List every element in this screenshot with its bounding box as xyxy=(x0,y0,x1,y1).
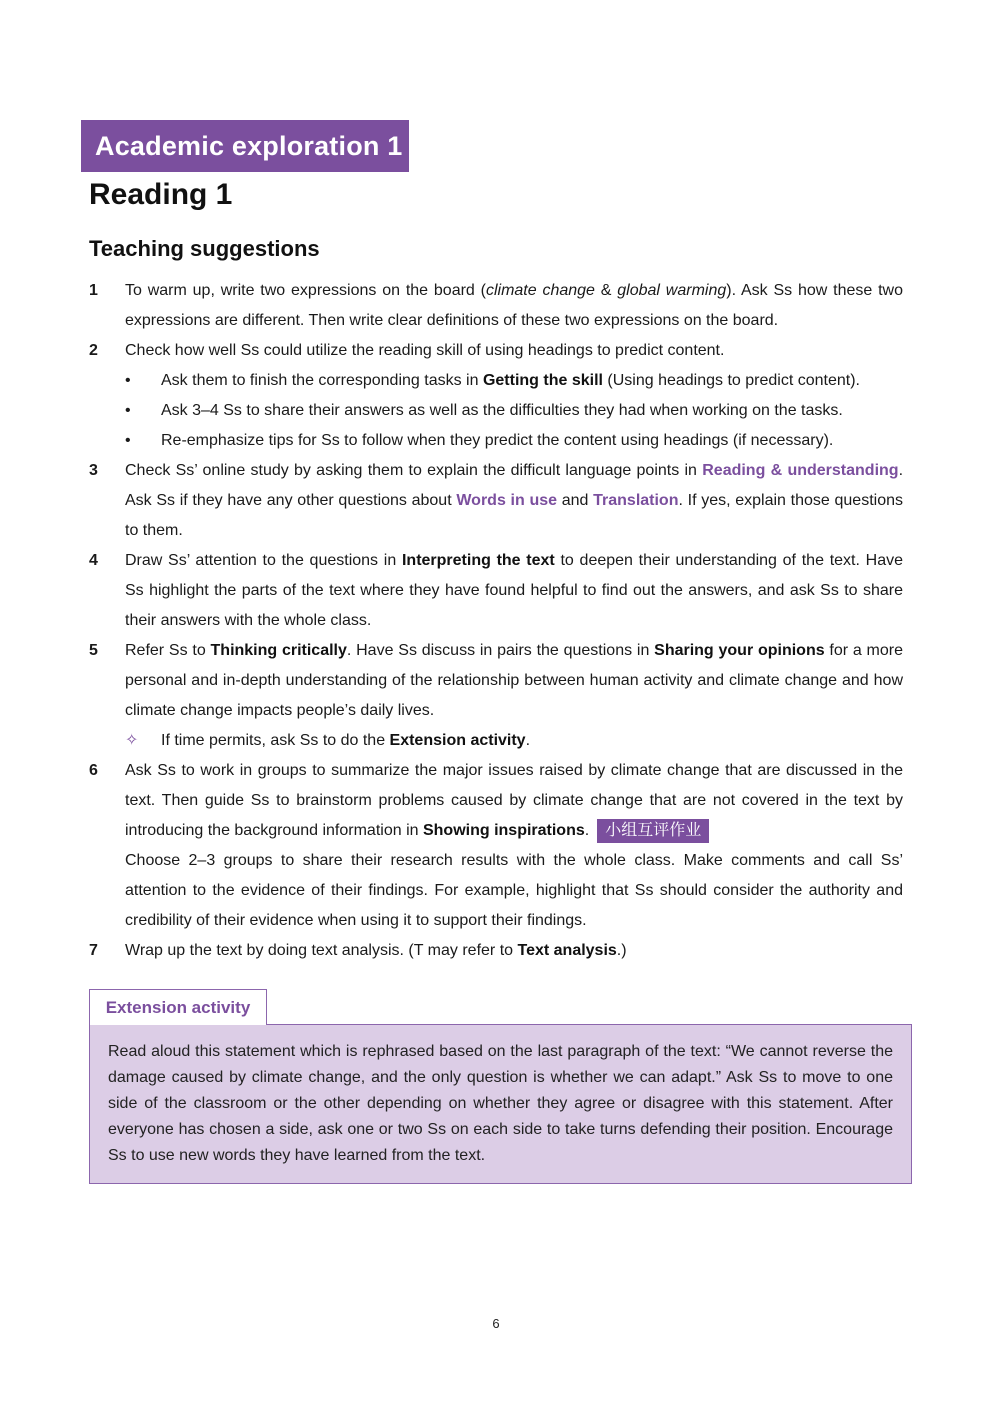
list-item: 1 To warm up, write two expressions on the board (climate change & global warming). Ask Ss how these two expressions are different. Then write clear definitions of these two expressions on the board. xyxy=(89,276,903,336)
item-number: 3 xyxy=(89,462,98,479)
sub-bullet: • Ask them to finish the corresponding tasks in Getting the skill (Using headings to predict content). xyxy=(125,366,903,396)
item-number: 1 xyxy=(89,282,98,299)
list-item: 3 Check Ss’ online study by asking them to explain the difficult language points in Reading & understanding. Ask Ss if they have any other questions about Words in use and Translation. If yes, explain those questions to them. xyxy=(89,456,903,546)
extension-activity-label: Extension activity xyxy=(89,989,267,1025)
link-words-in-use: Words in use xyxy=(456,492,558,509)
section-heading: Teaching suggestions xyxy=(89,236,320,261)
bullet-icon: • xyxy=(125,402,131,419)
item-number: 7 xyxy=(89,942,98,959)
section-banner: Academic exploration 1 xyxy=(81,120,409,172)
link-translation: Translation xyxy=(593,492,679,509)
list-item: 7 Wrap up the text by doing text analysis. (T may refer to Text analysis.) xyxy=(89,936,903,966)
list-item: 6 Ask Ss to work in groups to summarize the major issues raised by climate change that are discussed in the text. Then guide Ss to brainstorm problems caused by climate change that are not covered in the text by introducing the background information in Showing inspirations. 小组互评作业 Choose 2–3 groups to share their research results with the whole class. Make comments and call Ss’ attention to the evidence of their findings. For example, highlight that Ss should consider the authority and credibility of their evidence when using it to support their findings. xyxy=(89,756,903,936)
item-number: 6 xyxy=(89,762,98,779)
sub-bullet: • Re-emphasize tips for Ss to follow when they predict the content using headings (if necessary). xyxy=(125,426,903,456)
peer-review-tag[interactable]: 小组互评作业 xyxy=(597,819,709,843)
link-reading-understanding: Reading & understanding xyxy=(702,462,899,479)
page-title: Reading 1 xyxy=(89,178,233,211)
list-item: 2 Check how well Ss could utilize the reading skill of using headings to predict content. • Ask them to finish the corresponding tasks in Getting the skill (Using headings to predict content). • Ask 3–4 Ss to share their answers as well as the difficulties they had when working on the tasks. • Re-emphasize tips for Ss to follow when they predict the content using headings (if necessary). xyxy=(89,336,903,456)
list-item: 5 Refer Ss to Thinking critically. Have Ss discuss in pairs the questions in Sharing your opinions for a more personal and in-depth understanding of the relationship between human activity and climate change and how climate change impacts people’s daily lives. ✧ If time permits, ask Ss to do the Extension activity. xyxy=(89,636,903,756)
diamond-icon: ✧ xyxy=(125,732,139,749)
item-continuation: Choose 2–3 groups to share their research results with the whole class. Make comments and call Ss’ attention to the evidence of their findings. For example, highlight that Ss should consider the authority and credibility of their evidence when using it to support their findings. xyxy=(125,852,903,929)
bullet-icon: • xyxy=(125,432,131,449)
item-number: 5 xyxy=(89,642,98,659)
sub-bullet: • Ask 3–4 Ss to share their answers as well as the difficulties they had when working on the tasks. xyxy=(125,396,903,426)
list-item: 4 Draw Ss’ attention to the questions in Interpreting the text to deepen their understanding of the text. Have Ss highlight the parts of the text where they have found helpful to find out the answers, and ask Ss to share their answers with the whole class. xyxy=(89,546,903,636)
bullet-icon: • xyxy=(125,372,131,389)
sub-note: ✧ If time permits, ask Ss to do the Extension activity. xyxy=(125,726,903,756)
suggestions-list xyxy=(89,276,903,966)
extension-activity-box: Read aloud this statement which is rephrased based on the last paragraph of the text: “We cannot reverse the damage caused by climate change, and the only question is whether we can adapt.” Ask Ss to move to one side of the classroom or the other depending on whether they agree or disagree with this statement. After everyone has chosen a side, ask one or two Ss on each side to take turns defending their position. Encourage Ss to use new words they have learned from the text. xyxy=(89,1024,912,1184)
item-number: 4 xyxy=(89,552,98,569)
item-number: 2 xyxy=(89,342,98,359)
page-number: 6 xyxy=(492,1316,500,1331)
